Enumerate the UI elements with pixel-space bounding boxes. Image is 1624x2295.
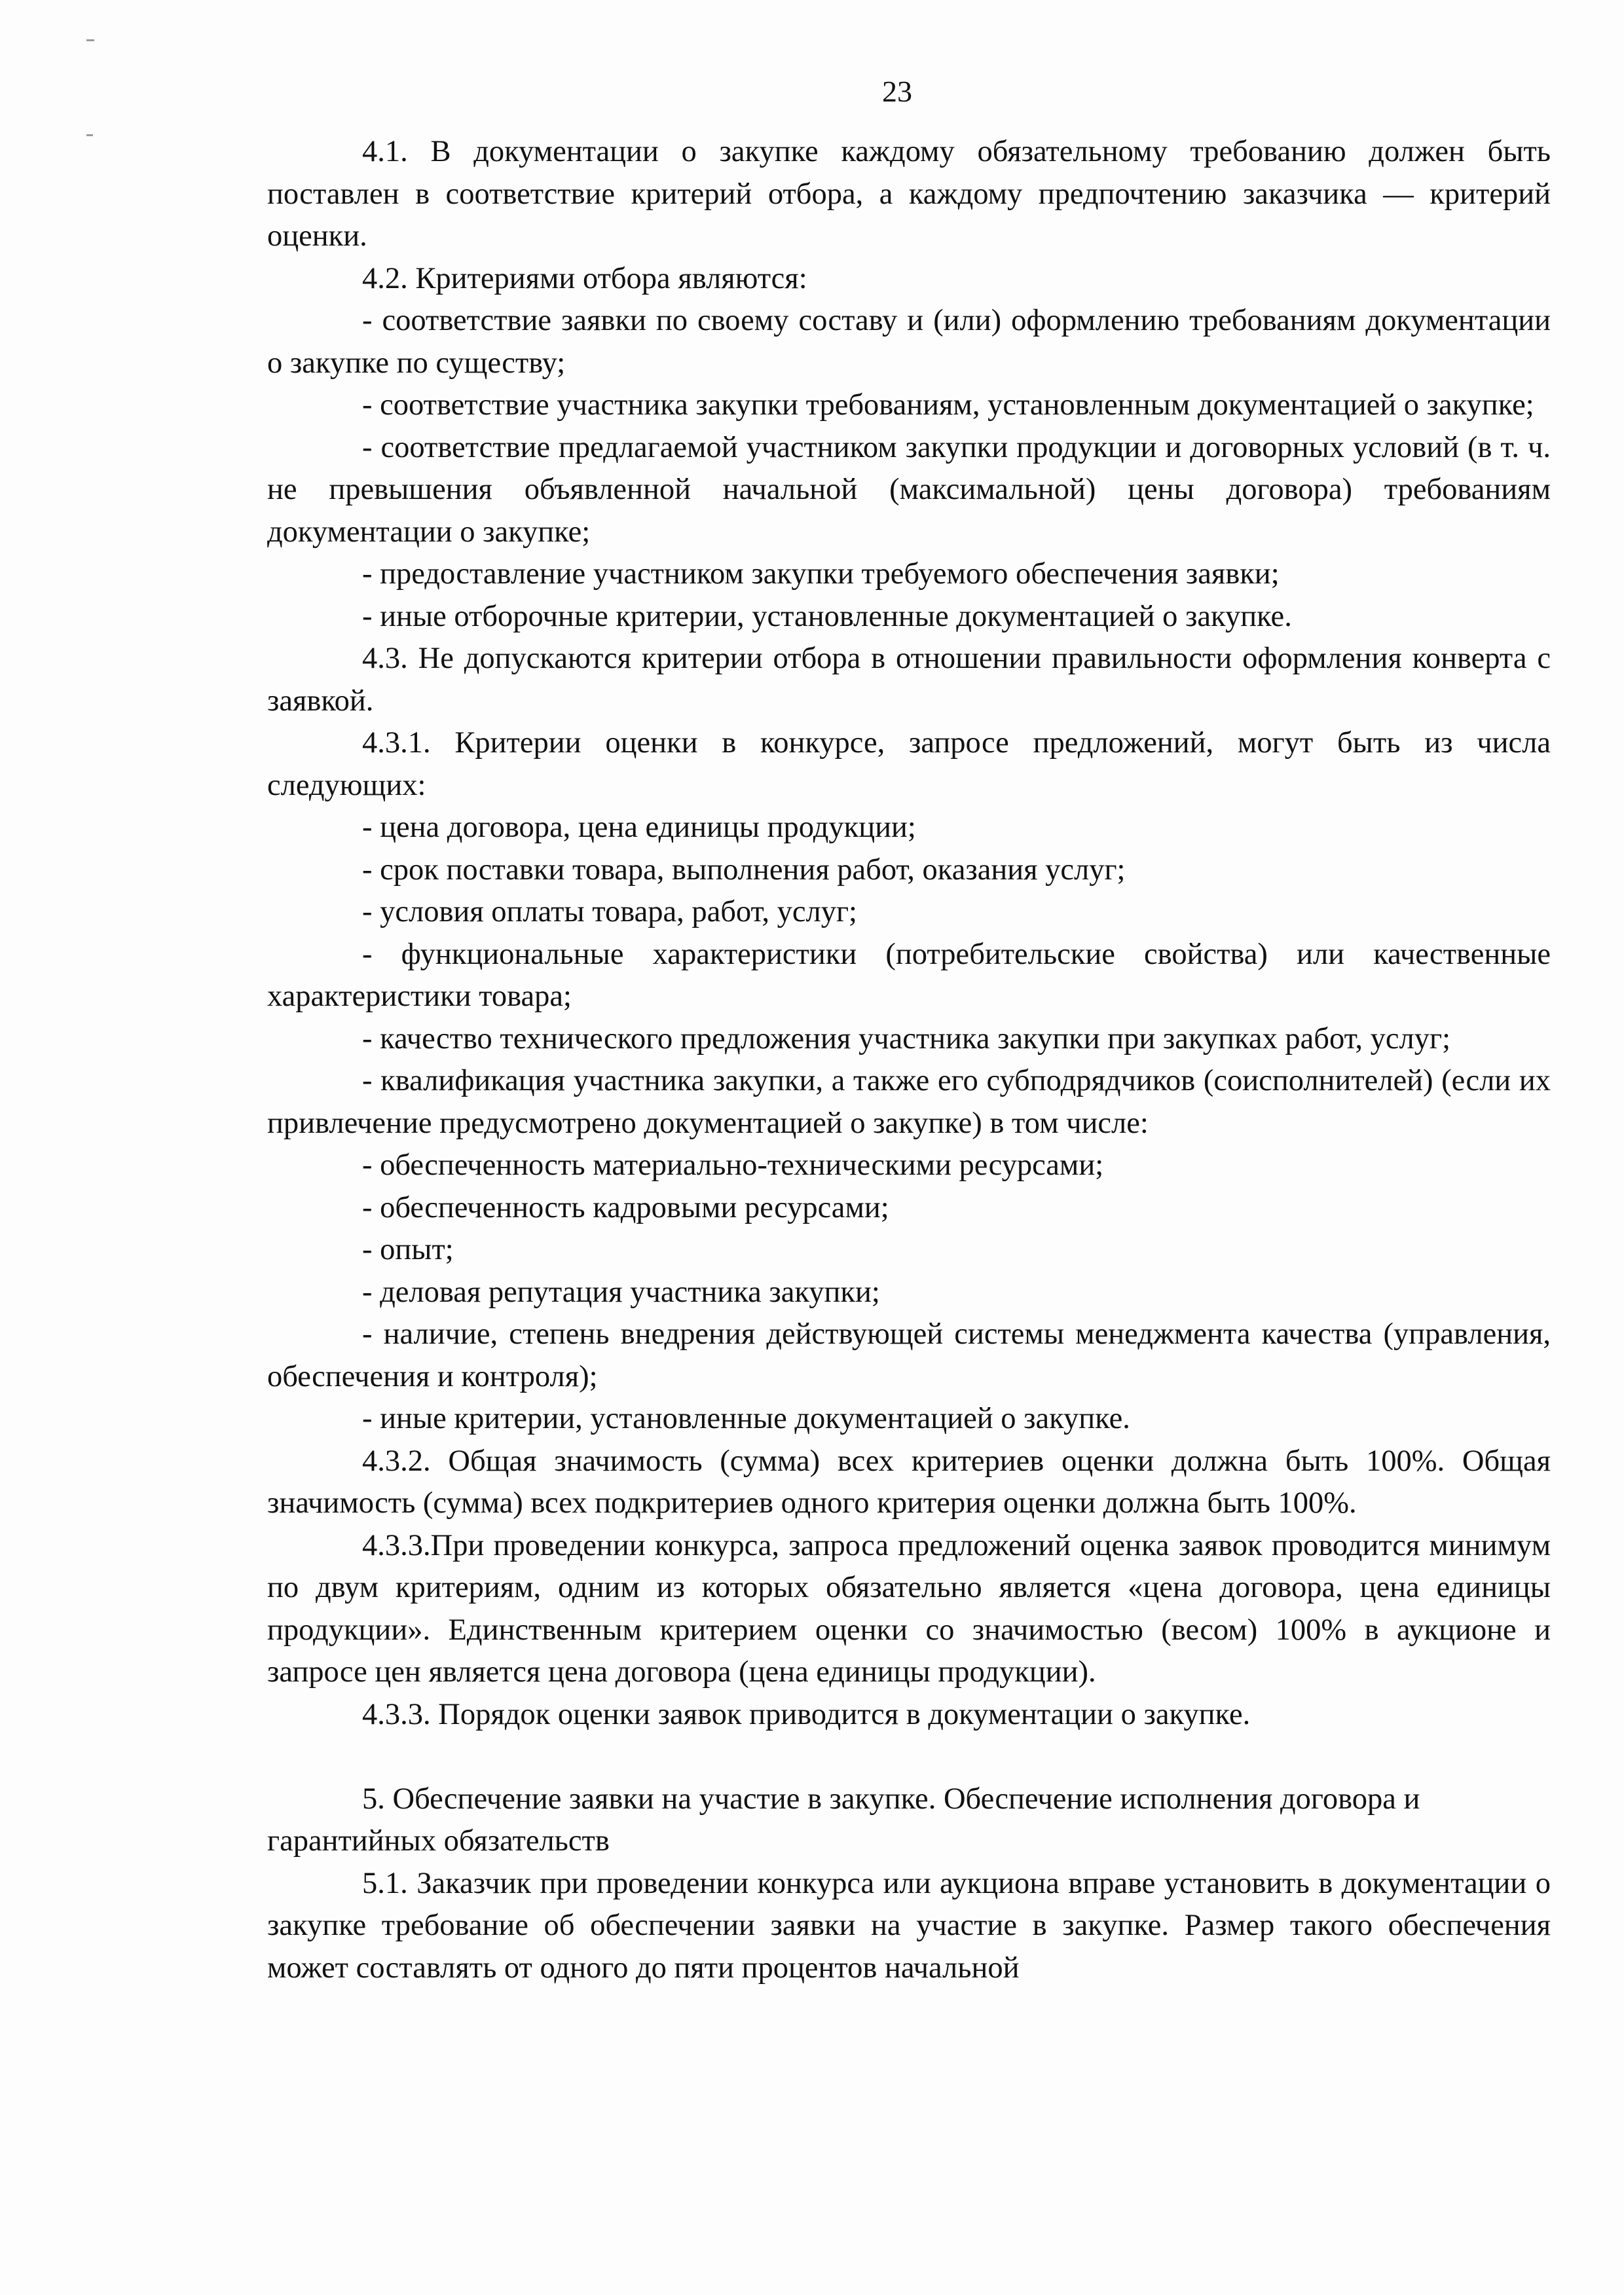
paragraph: 4.3.3.При проведении конкурса, запроса предложений оценка заявок проводится минимум по двум критериям, одним из которых обязательно является «цена договора, цена единицы продукции». Единственным критерием оценки со значимостью (весом) 100% в аукционе и запросе цен является цена договора (цена единицы продукции).: [267, 1528, 1551, 1689]
paragraph: - цена договора, цена единицы продукции;: [362, 811, 916, 844]
paragraph: - соответствие предлагаемой участником закупки продукции и договорных условий (в т. ч. не превышения объявленной начальной (максимальной) цены договора) требованиям документации о закупке;: [267, 430, 1551, 549]
paragraph: - деловая репутация участника закупки;: [362, 1275, 880, 1309]
paragraph: 4.3. Не допускаются критерии отбора в отношении правильности оформления конверта с заявкой.: [267, 642, 1551, 718]
document-body: [267, 131, 1551, 1989]
paragraph: - опыт;: [362, 1233, 454, 1266]
paragraph: 5.1. Заказчик при проведении конкурса или аукциона вправе установить в документации о закупке требование об обеспечении заявки на участие в закупке. Размер такого обеспечения может составлять от одного до пяти процентов начальной: [267, 1866, 1551, 1985]
paragraph: 4.3.2. Общая значимость (сумма) всех критериев оценки должна быть 100%. Общая значимость (сумма) всех подкритериев одного критерия оценки должна быть 100%.: [267, 1444, 1551, 1520]
section-heading: 5. Обеспечение заявки на участие в закупке. Обеспечение исполнения договора и гарантийных обязательств: [267, 1782, 1420, 1858]
paragraph: - иные критерии, установленные документацией о закупке.: [362, 1402, 1130, 1435]
paragraph: - соответствие участника закупки требованиям, установленным документацией о закупке;: [362, 388, 1534, 422]
paragraph: 4.2. Критериями отбора являются:: [362, 261, 807, 295]
page-number: 23: [882, 75, 912, 108]
scan-mark-top: [86, 39, 94, 41]
paragraph: - обеспеченность материально-техническими ресурсами;: [362, 1148, 1104, 1182]
paragraph: - функциональные характеристики (потребительские свойства) или качественные характеристики товара;: [267, 937, 1551, 1013]
scan-mark-second: [86, 134, 93, 136]
paragraph: - квалификация участника закупки, а также его субподрядчиков (соисполнителей) (если их привлечение предусмотрено документацией о закупке) в том числе:: [267, 1064, 1551, 1140]
paragraph: - условия оплаты товара, работ, услуг;: [362, 895, 857, 928]
paragraph: 4.3.3. Порядок оценки заявок приводится в документации о закупке.: [362, 1697, 1251, 1731]
paragraph: - соответствие заявки по своему составу и (или) оформлению требованиям документации о закупке по существу;: [267, 304, 1551, 380]
paragraph: - иные отборочные критерии, установленные документацией о закупке.: [362, 599, 1292, 633]
paragraph: 4.1. В документации о закупке каждому обязательному требованию должен быть поставлен в соответствие критерий отбора, а каждому предпочтению заказчика — критерий оценки.: [267, 135, 1551, 253]
paragraph: - предоставление участником закупки требуемого обеспечения заявки;: [362, 557, 1280, 591]
paragraph: 4.3.1. Критерии оценки в конкурсе, запросе предложений, могут быть из числа следующих:: [267, 726, 1551, 802]
paragraph: - наличие, степень внедрения действующей системы менеджмента качества (управления, обеспечения и контроля);: [267, 1317, 1551, 1393]
paragraph: - срок поставки товара, выполнения работ, оказания услуг;: [362, 853, 1126, 887]
paragraph: - качество технического предложения участника закупки при закупках работ, услуг;: [362, 1021, 1450, 1056]
paragraph: - обеспеченность кадровыми ресурсами;: [362, 1190, 889, 1224]
